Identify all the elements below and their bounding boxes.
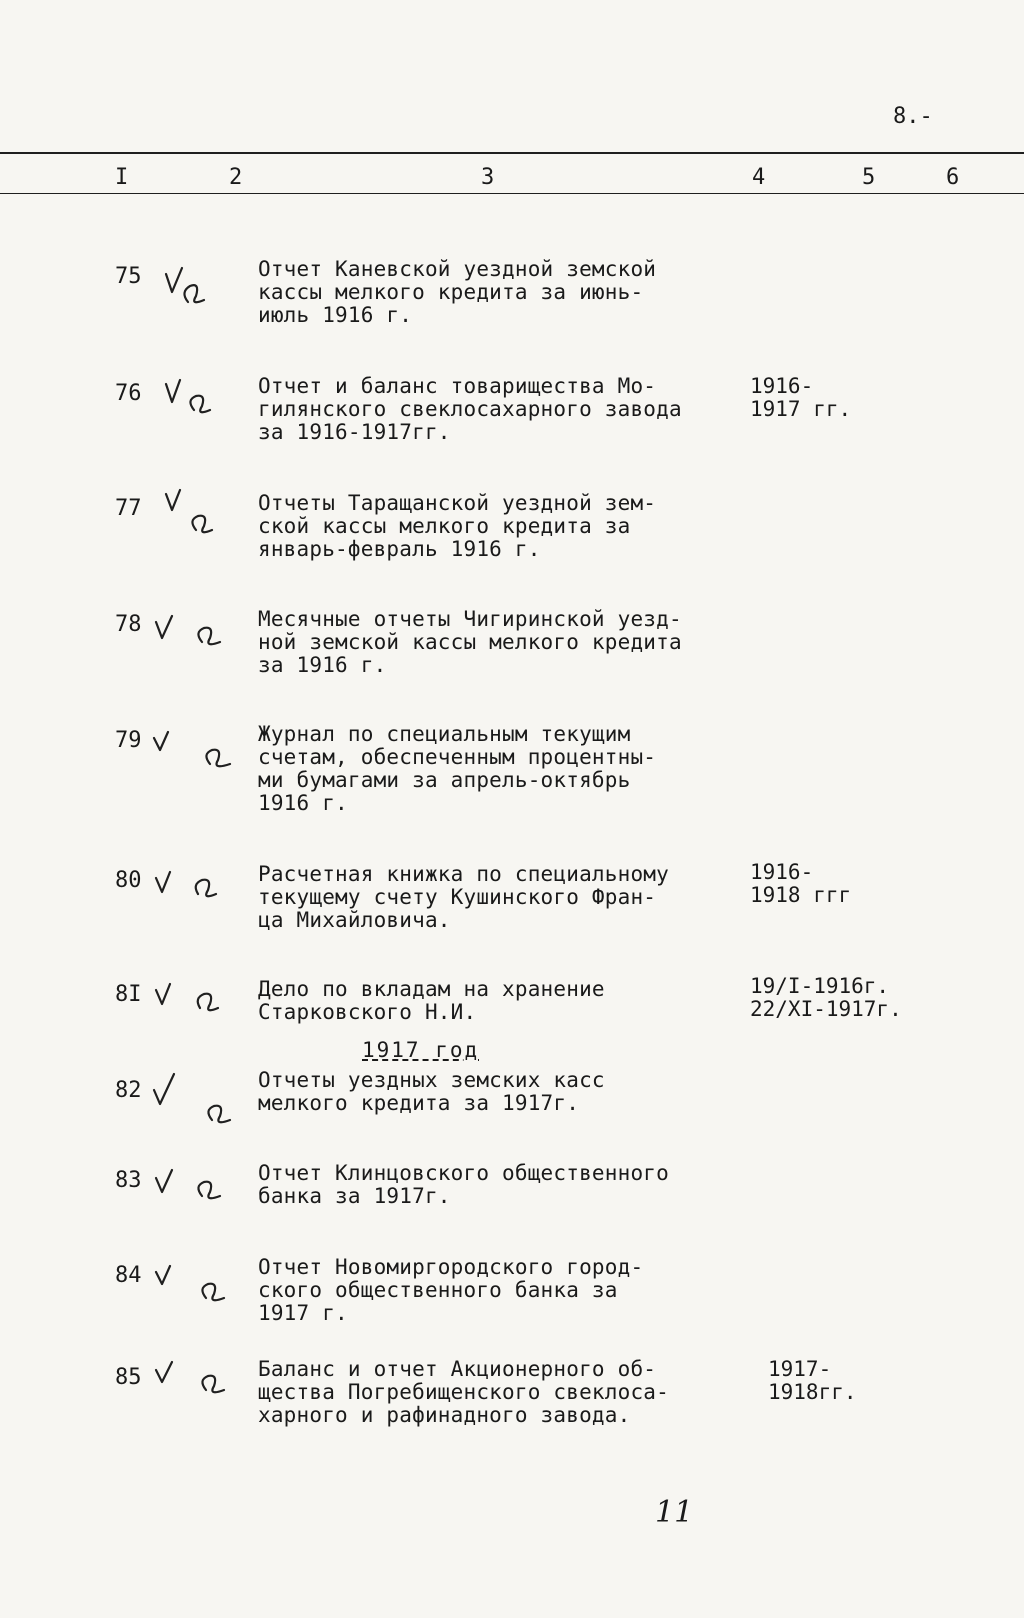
- handwritten-check-mark: [152, 1360, 232, 1400]
- entry-description: Журнал по специальным текущим счетам, обеспеченным процентны- ми бумагами за апрель-октябрь 1916 г.: [258, 722, 657, 815]
- entry-description: Отчет и баланс товарищества Мо- гилянского свеклосахарного завода за 1916-1917гг.: [258, 374, 682, 444]
- page-number: 8.-: [893, 104, 933, 129]
- entry-description: Отчеты уездных земских касс мелкого кредита за 1917г.: [258, 1068, 605, 1115]
- entry-description: Баланс и отчет Акционерного об- щества Погребищенского свеклоса- харного и рафинадного завода.: [258, 1357, 669, 1427]
- handwritten-check-mark: [160, 262, 230, 322]
- handwritten-check-mark: [162, 488, 232, 543]
- column-header-2: 2: [229, 165, 243, 190]
- entry-description: Отчет Каневской уездной земской кассы мелкого кредита за июнь- июль 1916 г.: [258, 257, 657, 327]
- entry-number: 83: [115, 1168, 142, 1193]
- handwritten-check-mark: [152, 980, 232, 1020]
- header-bottom-rule: [0, 193, 1024, 194]
- entry-number: 77: [115, 496, 142, 521]
- entry-number: 78: [115, 612, 142, 637]
- entry-description: Месячные отчеты Чигиринской уезд- ной земской кассы мелкого кредита за 1916 г.: [258, 607, 682, 677]
- entry-description: Отчет Клинцовского общественного банка за 1917г.: [258, 1161, 669, 1208]
- entry-date: 19/I-1916г. 22/XI-1917г.: [750, 974, 902, 1021]
- entry-description: Дело по вкладам на хранение Старковского Н.И.: [258, 977, 605, 1024]
- column-header-4: 4: [752, 165, 766, 190]
- entry-date: 1916- 1918 ггг: [750, 860, 852, 907]
- section-heading: 1917 год: [362, 1038, 480, 1062]
- handwritten-check-mark: [150, 728, 240, 778]
- header-rule: [0, 152, 1024, 154]
- column-header-5: 5: [862, 165, 876, 190]
- entry-number: 79: [115, 728, 142, 753]
- entry-number: 85: [115, 1365, 142, 1390]
- entry-date: 1916- 1917 гг.: [750, 374, 852, 421]
- entry-date: 1917- 1918гг.: [768, 1357, 857, 1404]
- handwritten-check-mark: [150, 866, 230, 906]
- entry-description: Отчет Новомиргородского город- ского общественного банка за 1917 г.: [258, 1255, 644, 1325]
- column-header-3: 3: [481, 165, 495, 190]
- entry-number: 8I: [115, 982, 142, 1007]
- entry-number: 82: [115, 1078, 142, 1103]
- entry-description: Расчетная книжка по специальному текущему счету Кушинского Фран- ца Михайловича.: [258, 862, 669, 932]
- handwritten-check-mark: [152, 1168, 232, 1208]
- entry-number: 75: [115, 264, 142, 289]
- entry-number: 80: [115, 868, 142, 893]
- handwritten-check-mark: [150, 1072, 240, 1132]
- handwritten-check-mark: [160, 376, 230, 426]
- handwritten-check-mark: [152, 612, 232, 652]
- entry-number: 84: [115, 1263, 142, 1288]
- handwritten-check-mark: [152, 1262, 232, 1312]
- column-header-1: I: [115, 165, 129, 190]
- column-header-6: 6: [946, 165, 960, 190]
- entry-description: Отчеты Таращанской уездной зем- ской кассы мелкого кредита за январь-февраль 1916 г.: [258, 491, 657, 561]
- footer-mark: 11: [655, 1495, 694, 1530]
- entry-number: 76: [115, 381, 142, 406]
